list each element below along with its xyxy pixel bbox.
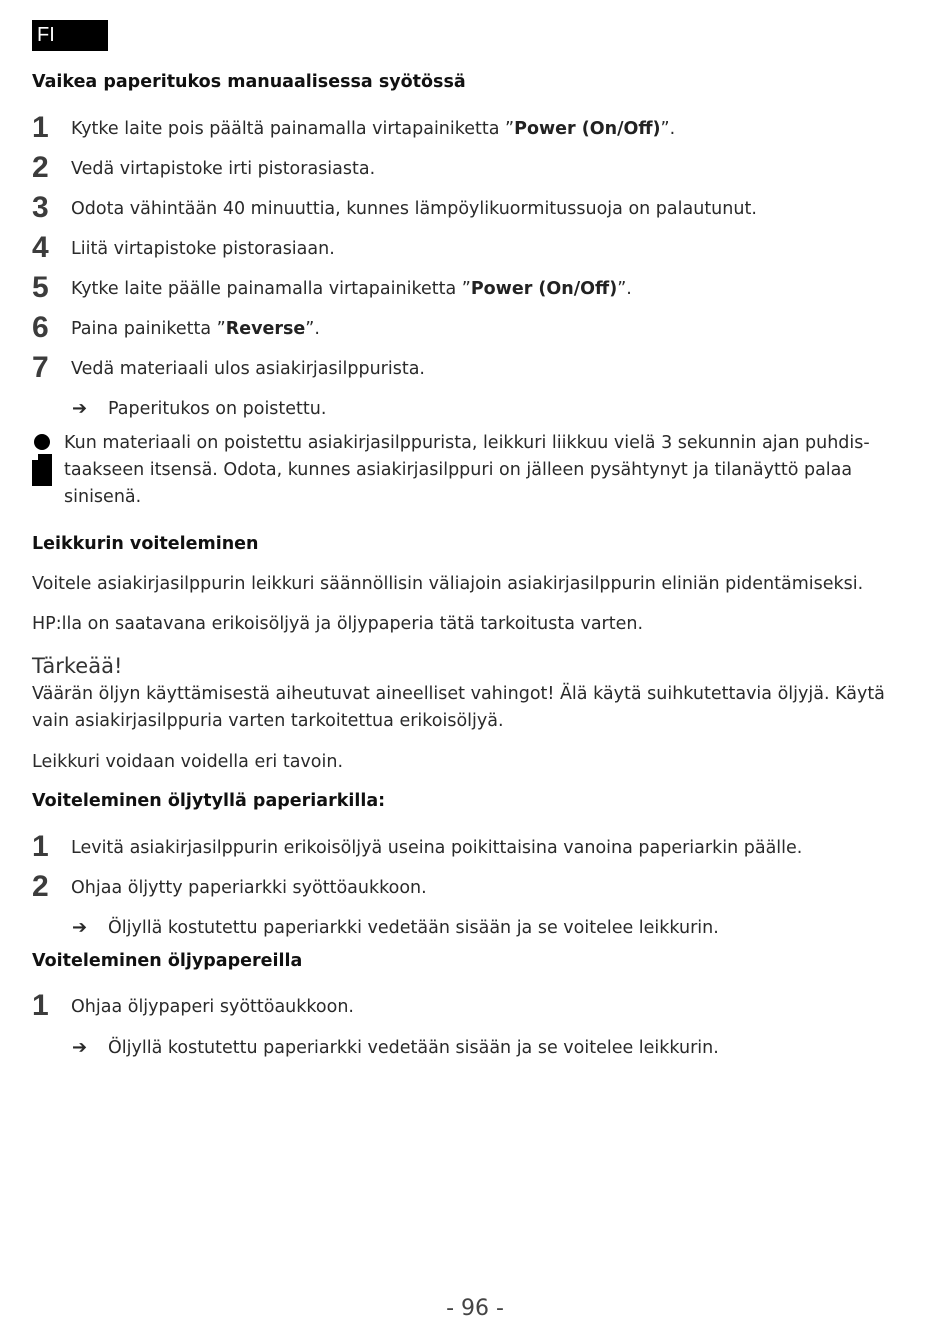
result-text: Paperitukos on poistettu.	[108, 399, 327, 419]
arrow-right-icon: ➔	[72, 1037, 88, 1058]
step-result	[72, 1037, 719, 1059]
language-badge: FI	[32, 20, 108, 51]
step-result	[72, 398, 326, 420]
step-number: 1	[32, 830, 49, 863]
info-note: Kun materiaali on poistettu asiakirjasilppurista, leikkuri liikkuu vielä 3 sekunnin ajan puhdis-taakseen itsensä. Odota, kunnes asiakirjasilppuri on jälleen pysähtynyt ja tilanäyttö palaa sinisenä.	[64, 433, 870, 507]
step-number: 6	[32, 311, 49, 344]
step-number: 2	[32, 870, 49, 903]
page-number: - 96 -	[446, 1296, 504, 1321]
arrow-right-icon: ➔	[72, 398, 88, 419]
subheading-oil-papers: Voiteleminen öljypapereilla	[32, 951, 303, 971]
step-number: 4	[32, 231, 49, 264]
step-text: Vedä virtapistoke irti pistorasiasta.	[71, 159, 376, 179]
step-number: 2	[32, 151, 49, 184]
step-text: Ohjaa öljytty paperiarkki syöttöaukkoon.	[71, 878, 427, 898]
step-number: 5	[32, 271, 49, 304]
arrow-right-icon: ➔	[72, 917, 88, 938]
step-text: Ohjaa öljypaperi syöttöaukkoon.	[71, 997, 354, 1017]
step-text: Odota vähintään 40 minuuttia, kunnes lämpöylikuormitussuoja on palautunut.	[71, 199, 757, 219]
step-text: Kytke laite päälle painamalla virtapainiketta ”Power (On/Off)”.	[71, 279, 632, 299]
step-text: Vedä materiaali ulos asiakirjasilppurista.	[71, 359, 425, 379]
step-text: Kytke laite pois päältä painamalla virtapainiketta ”Power (On/Off)”.	[71, 119, 676, 139]
step-result	[72, 917, 719, 939]
step-text: Levitä asiakirjasilppurin erikoisöljyä useina poikittaisina vanoina paperiarkin päälle.	[71, 838, 803, 858]
step-number: 7	[32, 351, 49, 384]
step-text: Liitä virtapistoke pistorasiaan.	[71, 239, 335, 259]
step-text: Paina painiketta ”Reverse”.	[71, 319, 320, 339]
step-number: 1	[32, 989, 49, 1022]
paragraph: HP:lla on saatavana erikoisöljyä ja öljypaperia tätä tarkoitusta varten.	[32, 614, 644, 634]
important-title: Tärkeää!	[32, 654, 123, 678]
important-text: Väärän öljyn käyttämisestä aiheutuvat aineelliset vahingot! Älä käytä suihkutettavia öljyjä. Käytä vain asiakirjasilppuria varten tarkoitettua erikoisöljyä.	[32, 684, 885, 731]
section-heading-lubrication: Leikkurin voiteleminen	[32, 534, 259, 554]
step-number: 3	[32, 191, 49, 224]
paragraph: Voitele asiakirjasilppurin leikkuri säännöllisin väliajoin asiakirjasilppurin eliniän pidentämiseksi.	[32, 574, 864, 594]
section-heading-paper-jam: Vaikea paperitukos manuaalisessa syötössä	[32, 72, 466, 92]
paragraph: Leikkuri voidaan voidella eri tavoin.	[32, 752, 344, 772]
step-number: 1	[32, 111, 49, 144]
info-icon	[32, 434, 52, 488]
result-text: Öljyllä kostutettu paperiarkki vedetään sisään ja se voitelee leikkurin.	[108, 1038, 719, 1058]
subheading-oiled-sheet: Voiteleminen öljytyllä paperiarkilla:	[32, 791, 386, 811]
result-text: Öljyllä kostutettu paperiarkki vedetään sisään ja se voitelee leikkurin.	[108, 918, 719, 938]
